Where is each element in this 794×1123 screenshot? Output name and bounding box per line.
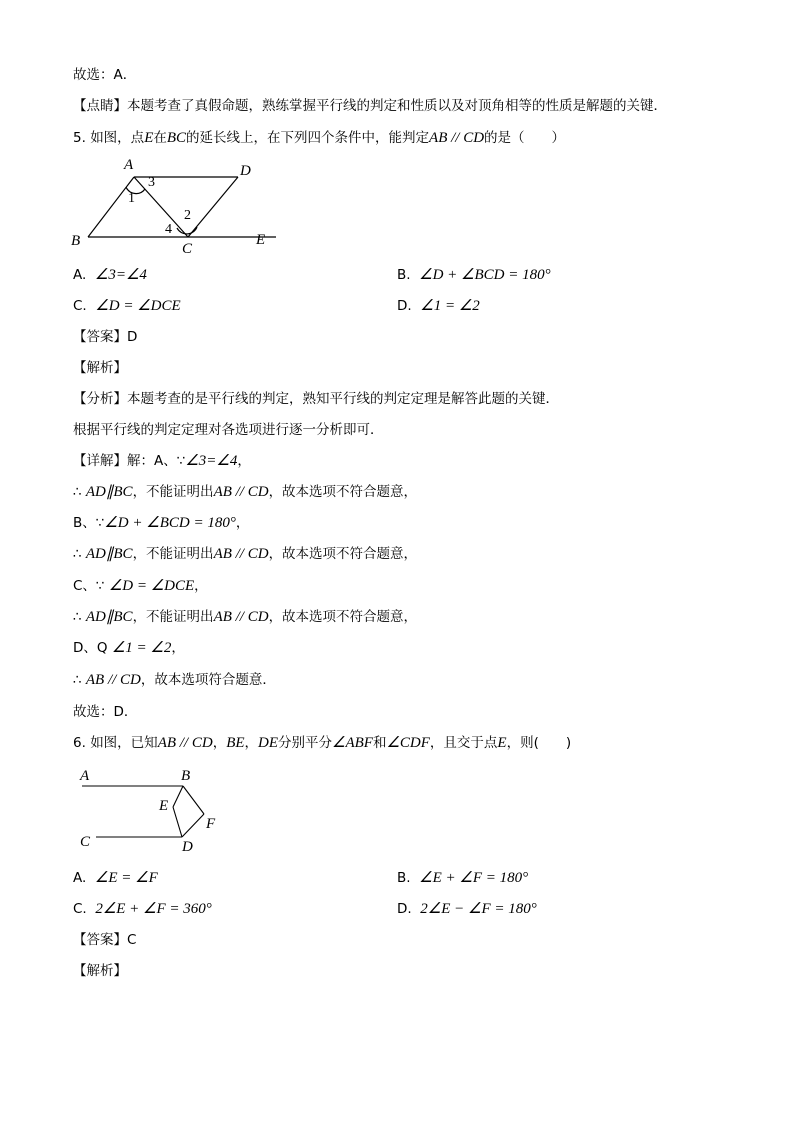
line-fd [182, 814, 204, 837]
option-text: ∠D + ∠BCD = 180° [419, 267, 551, 283]
option-text: 2∠E − ∠F = 180° [420, 901, 537, 917]
q6-stem-text: 如图，已知 [90, 735, 158, 751]
option-label: D. [397, 901, 412, 917]
q5-answer: 【答案】D [73, 329, 138, 345]
label-angle-2: 2 [184, 208, 191, 223]
detail-text: ， [194, 578, 208, 594]
detail-math: AB // CD [213, 546, 269, 562]
label-angle-3: 3 [148, 175, 155, 190]
option-label: A. [73, 267, 87, 283]
detail-text: B、∵ [73, 515, 105, 531]
label-c: C [182, 241, 193, 257]
detail-math: ∠1 = ∠2 [111, 640, 172, 656]
option-text: ∠D = ∠DCE [95, 298, 181, 314]
q5-detail-line [73, 577, 208, 595]
detail-math: AB // CD [213, 609, 269, 625]
q5-detail-line [73, 452, 251, 470]
q6-stem-text: ，且交于点 [429, 735, 498, 751]
option-label: A. [73, 870, 87, 886]
q5-stem-text: 的延长线上，在下列四个条件中，能判定 [186, 130, 430, 146]
label-e: E [159, 798, 169, 814]
q5-conclusion: 故选：D． [73, 704, 138, 720]
label-d: D [182, 839, 193, 855]
label-c: C [80, 834, 91, 850]
detail-text: ， [237, 453, 251, 469]
detail-text: ，不能证明出 [132, 484, 214, 500]
label-f: F [206, 816, 216, 832]
q6-option-b [397, 869, 528, 887]
q5-stem-text: 在 [153, 130, 167, 146]
detail-text: 【详解】解：A、∵ [73, 453, 186, 469]
q6-number: 6. [73, 735, 86, 751]
q5-figure [60, 150, 290, 260]
q5-stem-math: BC [166, 130, 187, 146]
q6-stem-math: DE [258, 735, 279, 751]
q6-stem-text: ， [244, 735, 259, 751]
q6-stem-math: ∠CDF [386, 735, 430, 751]
previous-conclusion: 故选：A． [73, 67, 137, 83]
label-b: B [181, 768, 191, 784]
q6-stem-text: ， [212, 735, 227, 751]
q6-stem-text: 分别平分 [278, 735, 333, 751]
q6-stem-math: AB // CD [157, 735, 213, 751]
label-d: D [240, 163, 251, 179]
line-ab [88, 177, 134, 237]
detail-text: ，故本选项不符合题意， [268, 609, 418, 625]
detail-text: ∴ [73, 484, 86, 500]
label-angle-1: 1 [128, 191, 135, 206]
q5-method: 根据平行线的判定定理对各选项进行逐一分析即可． [73, 422, 384, 438]
option-text: ∠E = ∠F [94, 870, 158, 886]
label-angle-4: 4 [165, 222, 172, 237]
option-text: ∠3=∠4 [94, 267, 147, 283]
q5-option-c [73, 297, 181, 315]
q6-analysis-heading: 【解析】 [73, 963, 127, 979]
detail-text: ， [171, 640, 185, 656]
option-label: B. [397, 870, 411, 886]
q6-answer: 【答案】C [73, 932, 137, 948]
q5-detail-line [73, 483, 417, 501]
detail-text: ，故本选项符合题意． [140, 672, 276, 688]
q5-option-b [397, 266, 551, 284]
detail-math: AD∥BC [85, 484, 133, 500]
q6-stem-text: 和 [372, 735, 387, 751]
q5-detail-line [73, 671, 276, 689]
detail-text: ∴ [73, 672, 86, 688]
option-label: C. [73, 901, 87, 917]
q5-option-a [73, 266, 147, 284]
q5-fenxi: 【分析】本题考查的是平行线的判定，熟知平行线的判定定理是解答此题的关键． [73, 391, 559, 407]
q5-detail-line [73, 545, 417, 563]
detail-text: ，不能证明出 [132, 609, 214, 625]
detail-math: AB // CD [213, 484, 269, 500]
detail-math: ∠D + ∠BCD = 180° [104, 515, 236, 531]
detail-text: ，故本选项不符合题意， [268, 546, 418, 562]
detail-math: AB // CD [85, 672, 141, 688]
detail-math: ∠3=∠4 [185, 453, 238, 469]
line-cd [188, 177, 238, 237]
detail-text: ，故本选项不符合题意， [268, 484, 418, 500]
label-e: E [256, 232, 266, 248]
detail-math: AD∥BC [85, 546, 133, 562]
option-text: 2∠E + ∠F = 360° [95, 901, 212, 917]
option-text: ∠1 = ∠2 [420, 298, 480, 314]
q5-detail-line [73, 608, 417, 626]
q5-number: 5. [73, 130, 86, 146]
q6-stem-math: ∠ABF [332, 735, 373, 751]
detail-math: AD∥BC [85, 609, 133, 625]
q5-stem [73, 129, 565, 147]
q6-stem [73, 734, 571, 752]
option-label: B. [397, 267, 411, 283]
label-b: B [71, 233, 81, 249]
q5-stem-text: 的是（ ） [484, 130, 566, 146]
q5-option-d [397, 297, 480, 315]
q6-option-a [73, 869, 158, 887]
q5-stem-math: E [144, 130, 154, 146]
q6-stem-text: ，则( ) [506, 735, 572, 751]
line-bf [183, 786, 204, 814]
label-a: A [80, 768, 90, 784]
q5-stem-math: AB // CD [429, 130, 485, 146]
detail-text: ∴ [73, 546, 86, 562]
q5-stem-text: 如图，点 [90, 130, 145, 146]
option-label: D. [397, 298, 412, 314]
q6-stem-math: BE [226, 735, 245, 751]
option-text: ∠E + ∠F = 180° [419, 870, 529, 886]
line-ac [134, 177, 188, 237]
q5-analysis-heading: 【解析】 [73, 360, 127, 376]
dianjing-note: 【点睛】本题考查了真假命题，熟练掌握平行线的判定和性质以及对顶角相等的性质是解题的关键． [73, 98, 667, 114]
q6-stem-math: E [497, 735, 507, 751]
detail-text: C、∵ [73, 578, 109, 594]
detail-text: ∴ [73, 609, 86, 625]
q5-detail-line [73, 639, 185, 657]
detail-text: D、Q [73, 640, 112, 656]
label-a: A [124, 157, 134, 173]
q6-figure [70, 762, 230, 857]
detail-math: ∠D = ∠DCE [108, 578, 195, 594]
line-ed [173, 807, 182, 837]
option-label: C. [73, 298, 87, 314]
detail-text: ，不能证明出 [132, 546, 214, 562]
q5-detail-line [73, 514, 249, 532]
detail-text: ， [235, 515, 250, 531]
q6-option-c [73, 900, 212, 918]
q6-option-d [397, 900, 537, 918]
line-be [173, 786, 183, 807]
